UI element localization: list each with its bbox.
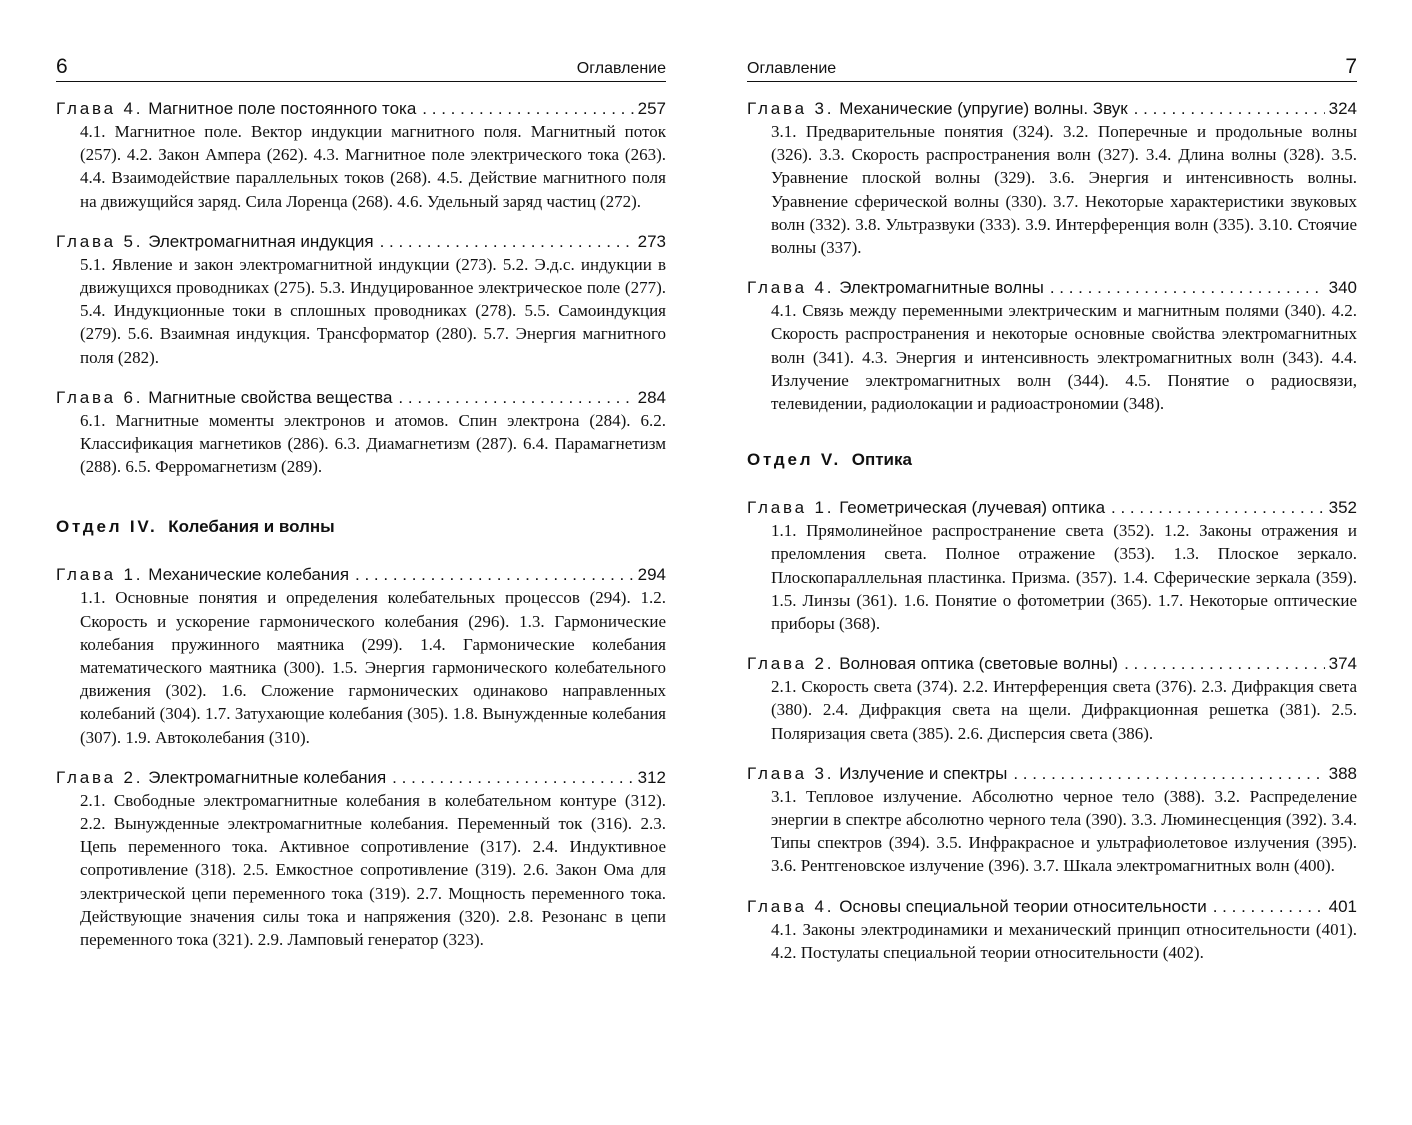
running-head-title: Оглавление: [747, 60, 837, 77]
chapter-title: Механические (упругие) волны. Звук: [839, 99, 1128, 118]
chapter-page: 340: [1328, 278, 1357, 298]
chapter-subsections: 3.1. Тепловое излучение. Абсолютно черное тело (388). 3.2. Распределение энергии в спектре абсолютно черного тела (390). 3.3. Люминесценция (392). 3.4. Типы спектров (394). 3.5. Инфракрасное и ультрафиолетовое излучения (395). 3.6. Рентгеновское излучение (396). 3.7. Шкала электромагнитных волн (400).: [771, 786, 1357, 876]
section-title: Колебания и волны: [168, 517, 335, 537]
chapter-title: Электромагнитные колебания: [148, 767, 387, 787]
chapter-page: 401: [1328, 896, 1357, 916]
page-number: 6: [56, 55, 68, 78]
chapter-subsections: 2.1. Свободные электромагнитные колебания в колебательном контуре (312). 2.2. Вынужденные электромагнитные колебания. Переменный ток (316). 2.3. Цепь переменного тока. Активное сопротивление (317). 2.4. Индуктивное сопротивление (318). 2.5. Емкостное сопротивление (319). 2.6. Закон Ома для электрической цепи переменного тока (319). 2.7. Мощность переменного тока. Действующие значения силы тока и напряжения (320). 2.8. Резонанс в цепи переменного тока (321). 2.9. Ламповый генератор (323).: [80, 790, 666, 950]
section-label: Отдел V.: [747, 450, 841, 470]
chapter-label: Глава 1.: [56, 565, 144, 585]
toc-chapter[interactable]: [747, 896, 1357, 964]
chapter-title: Основы специальной теории относительности: [839, 896, 1207, 916]
chapter-label: Глава 6.: [56, 387, 144, 407]
chapter-title: Электромагнитные волны: [839, 278, 1044, 298]
page-number: 7: [1345, 55, 1357, 78]
chapter-heading: [747, 896, 1357, 918]
section-heading: [56, 516, 666, 538]
chapter-subsections: 5.1. Явление и закон электромагнитной индукции (273). 5.2. Э.д.с. индукции в движущихся проводниках (275). 5.3. Индуцированное электрическое поле (277). 5.4. Индукционные токи в сплошных проводниках (278). 5.5. Самоиндукция (279). 5.6. Взаимная индукция. Трансформатор (280). 5.7. Энергия магнитного поля (282).: [80, 254, 666, 367]
running-head: [56, 56, 666, 82]
toc-chapter[interactable]: [56, 564, 666, 748]
chapter-label: Глава 4.: [747, 896, 835, 916]
chapter-label: Глава 1.: [747, 498, 835, 518]
chapter-subsections: 3.1. Предварительные понятия (324). 3.2. Поперечные и продольные волны (326). 3.3. Скорость распространения волн (327). 3.4. Длина волны (328). 3.5. Уравнение плоской волны (329). 3.6. Энергия и интенсивность волны. Уравнение сферической волны (330). 3.7. Некоторые характеристики звуковых волн (332). 3.8. Ультразвуки (333). 3.9. Интерференция волн (335). 3.10. Стоячие волны (337).: [771, 122, 1357, 258]
toc-chapter[interactable]: [747, 653, 1357, 745]
chapter-label: Глава 2.: [56, 767, 144, 787]
dot-leader: [422, 98, 633, 120]
dot-leader: [398, 387, 633, 409]
chapter-heading: [56, 231, 666, 253]
toc-chapter[interactable]: [56, 767, 666, 951]
chapter-page: 388: [1328, 763, 1357, 783]
dot-leader: [1134, 98, 1325, 120]
left-page: [56, 56, 666, 969]
chapter-subsections: 2.1. Скорость света (374). 2.2. Интерференция света (376). 2.3. Дифракция света (380). 2.4. Дифракция света на щели. Дифракционная решетка (381). 2.5. Поляризация света (385). 2.6. Дисперсия света (386).: [771, 677, 1357, 743]
dot-leader: [1050, 277, 1325, 299]
section-title: Оптика: [851, 450, 912, 470]
chapter-heading: [747, 497, 1357, 519]
chapter-page: 324: [1328, 99, 1357, 118]
chapter-heading: [56, 767, 666, 789]
toc-chapter[interactable]: [56, 98, 666, 213]
chapter-heading: [747, 653, 1357, 675]
chapter-label: Глава 4.: [56, 99, 144, 118]
chapter-page: 352: [1328, 498, 1357, 518]
chapter-title: Механические колебания: [148, 565, 350, 585]
chapter-label: Глава 3.: [747, 763, 835, 783]
chapter-page: 273: [637, 231, 666, 251]
toc-chapter[interactable]: [747, 497, 1357, 635]
toc-chapter[interactable]: [747, 98, 1357, 259]
chapter-page: 374: [1328, 654, 1357, 674]
chapter-title: Магнитные свойства вещества: [148, 387, 393, 407]
chapter-subsections: 6.1. Магнитные моменты электронов и атомов. Спин электрона (284). 6.2. Классификация магнетиков (286). 6.3. Диамагнетизм (287). 6.4. Парамагнетизм (288). 6.5. Ферромагнетизм (289).: [80, 410, 666, 477]
chapter-heading: [56, 564, 666, 586]
chapter-page: 284: [637, 387, 666, 407]
right-page: [747, 56, 1357, 982]
chapter-page: 257: [637, 99, 666, 118]
chapter-heading: [747, 98, 1357, 120]
chapter-heading: [56, 387, 666, 409]
dot-leader: [355, 564, 634, 586]
dot-leader: [1213, 896, 1325, 918]
chapter-subsections: 1.1. Прямолинейное распространение света (352). 1.2. Законы отражения и преломления света. Полное отражение (353). 1.3. Плоское зеркало. Плоскопараллельная пластинка. Призма. (357). 1.4. Сферические зеркала (359). 1.5. Линзы (361). 1.6. Понятие о фотометрии (365). 1.7. Некоторые оптические приборы (368).: [771, 521, 1357, 634]
chapter-page: 312: [637, 767, 666, 787]
dot-leader: [392, 767, 633, 789]
chapter-label: Глава 3.: [747, 99, 835, 118]
chapter-subsections: 4.1. Магнитное поле. Вектор индукции магнитного поля. Магнитный поток (257). 4.2. Закон Ампера (262). 4.3. Магнитное поле электрического тока (263). 4.4. Взаимодействие параллельных токов (268). 4.5. Действие магнитного поля на движущийся заряд. Сила Лоренца (268). 4.6. Удельный заряд частиц (272).: [80, 122, 666, 211]
toc-chapter[interactable]: [747, 277, 1357, 415]
chapter-subsections: 4.1. Связь между переменными электрическим и магнитным полями (340). 4.2. Скорость распространения и некоторые основные свойства электромагнитных волн (341). 4.3. Энергия и интенсивность электромагнитных волн (343). 4.4. Излучение электромагнитных волн (344). 4.5. Понятие о радиосвязи, телевидении, радиолокации и радиоастрономии (348).: [771, 301, 1357, 414]
chapter-subsections: 1.1. Основные понятия и определения колебательных процессов (294). 1.2. Скорость и ускорение гармонического колебания (296). 1.3. Гармонические колебания пружинного маятника (299). 1.4. Гармонические колебания математического маятника (300). 1.5. Энергия гармонического колебательного движения (302). 1.6. Сложение гармонических одинаково направленных колебаний (304). 1.7. Затухающие колебания (305). 1.8. Вынужденные колебания (307). 1.9. Автоколебания (310).: [80, 588, 666, 747]
chapter-title: Волновая оптика (световые волны): [839, 654, 1119, 674]
chapter-label: Глава 2.: [747, 654, 835, 674]
chapter-page: 294: [637, 565, 666, 585]
toc-chapter[interactable]: [747, 763, 1357, 878]
toc-chapter[interactable]: [56, 231, 666, 369]
running-head-title: Оглавление: [576, 60, 666, 77]
dot-leader: [380, 231, 634, 253]
chapter-title: Излучение и спектры: [839, 763, 1008, 783]
chapter-subsections: 4.1. Законы электродинамики и механический принцип относительности (401). 4.2. Постулаты специальной теории относительности (402).: [771, 919, 1357, 962]
chapter-heading: [747, 277, 1357, 299]
chapter-title: Геометрическая (лучевая) оптика: [839, 498, 1106, 518]
dot-leader: [1013, 763, 1324, 785]
toc-chapter[interactable]: [56, 387, 666, 479]
chapter-heading: [56, 98, 666, 120]
chapter-label: Глава 5.: [56, 231, 144, 251]
section-label: Отдел IV.: [56, 517, 158, 537]
dot-leader: [1124, 653, 1325, 675]
dot-leader: [1111, 497, 1325, 519]
chapter-title: Электромагнитная индукция: [148, 231, 374, 251]
chapter-title: Магнитное поле постоянного тока: [148, 99, 417, 118]
chapter-label: Глава 4.: [747, 278, 835, 298]
section-heading: [747, 449, 1357, 471]
running-head: [747, 56, 1357, 82]
chapter-heading: [747, 763, 1357, 785]
